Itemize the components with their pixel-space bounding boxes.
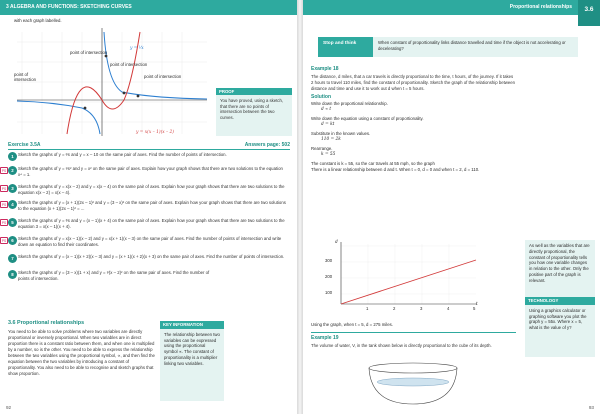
problem-solving-tag: PS bbox=[1, 239, 7, 243]
key-information-box bbox=[160, 321, 224, 401]
question-number: 6 bbox=[8, 236, 17, 245]
hemisphere-tank-diagram bbox=[363, 360, 463, 408]
question-text: Sketch the graphs of y = (3 – x)(1 + x) and y = ¹⁄(x – 2)² on the same pair of axes. Find the number of points of intersection. bbox=[18, 270, 210, 281]
graph-caption: with each graph labelled. bbox=[14, 18, 62, 23]
question-number: 4 bbox=[8, 200, 17, 209]
graph-ylabel: d bbox=[335, 240, 338, 245]
x-tick-5: 5 bbox=[473, 306, 476, 311]
problem-solving-tag: PS bbox=[1, 169, 7, 173]
curve-label-a: y = ¹⁄x bbox=[130, 46, 144, 51]
proportional-section bbox=[8, 320, 156, 410]
question-text: Sketch the graphs of y = (x – 1)(x + 2)(x – 3) and y = (x + 1)(x + 2)(x + 3) on the same pair of axes. Find the number of points of intersection. bbox=[18, 254, 285, 259]
intersection-label-3: point of intersection bbox=[110, 62, 148, 67]
solution-eq-2: d = kt bbox=[321, 122, 335, 128]
exercise-answers: Answers page: 502 bbox=[244, 142, 290, 148]
question-text: Sketch the graphs of y = x(x – 2) and y = x(x – 4) on the same pair of axes. Explain how your graph shows that there are two solutions to the equation x(x – 2) = x(x – 4). bbox=[18, 184, 285, 195]
stop-and-think-text: When constant of proportionality links distance travelled and time if the object is not accelerating or decelerating? bbox=[378, 40, 566, 51]
problem-solving-tag: PS bbox=[1, 187, 7, 191]
example-18 bbox=[311, 66, 516, 246]
section-text: You need to be able to solve problems where two variables are directly proportional or inversely proportional. When two variables are in direct proportion there is a constant ratio between them, and when one is multiplied by a number, so is the other. You need to be able to express the relationship between the two variables using the proportional symbol, ∝, and then find the equation between the two variables by introducing a constant of proportionality. You also need to be able to recognise and sketch graphs that show proportion. bbox=[8, 329, 155, 376]
question-number: 8 bbox=[8, 270, 17, 279]
right-header-band bbox=[303, 0, 578, 15]
x-tick-4: 4 bbox=[447, 306, 450, 311]
question-number: 5 bbox=[8, 218, 17, 227]
technology-title: TECHNOLOGY bbox=[525, 297, 595, 305]
question-number: 2 bbox=[8, 166, 17, 175]
constant-note-box bbox=[525, 240, 595, 304]
intersection-graph bbox=[12, 18, 212, 140]
exercise-header bbox=[8, 142, 290, 150]
example-19 bbox=[311, 332, 516, 362]
y-tick-200: 200 bbox=[325, 274, 333, 279]
example-19-title: Example 19 bbox=[311, 335, 339, 341]
proof-title: PROOF bbox=[216, 88, 292, 95]
question-text: Sketch the graphs of y = ¹⁄x² and y = x² on the same pair of axes. Explain how your graph shows that there are two solutions to the equation x⁴ = 1. bbox=[18, 166, 283, 177]
stop-and-think-label: Stop and think bbox=[318, 37, 373, 57]
graph-reading: Using the graph, when t = 5, d = 275 miles. bbox=[311, 322, 393, 327]
solution-step-1: Write down the proportional relationship. bbox=[311, 101, 388, 107]
question-text: Sketch the graphs of y = x(x – 1)(x – 2) and y = x(x + 1)(x – 3) on the same pair of axes. Find the number of points of intersection and write down an equation to find their coordinates. bbox=[18, 236, 282, 247]
distance-time-svg bbox=[321, 240, 481, 312]
solution-eq-4: k = 55 bbox=[321, 152, 336, 158]
solution-step-3: Substitute in the known values. bbox=[311, 131, 371, 137]
x-tick-3: 3 bbox=[420, 306, 423, 311]
graph-note: There is a linear relationship between d and t. When t = 0, d = 0 and when t = 2, d = 110. bbox=[311, 167, 480, 173]
left-header-band bbox=[0, 0, 297, 15]
y-tick-300: 300 bbox=[325, 258, 333, 263]
section-chip: 3.6 bbox=[578, 0, 600, 26]
question-list bbox=[0, 152, 297, 312]
x-tick-1: 1 bbox=[366, 306, 369, 311]
question-number: 1 bbox=[8, 152, 17, 161]
graph-xlabel: t bbox=[476, 302, 478, 307]
technology-box bbox=[525, 297, 595, 357]
left-page bbox=[0, 0, 297, 414]
x-tick-2: 2 bbox=[393, 306, 396, 311]
key-information-title: KEY INFORMATION bbox=[160, 321, 224, 329]
right-header-title: Proportional relationships bbox=[509, 4, 572, 10]
right-page bbox=[303, 0, 600, 414]
example-19-problem: The volume of water, V, in the tank shown below is directly proportional to the cube of its depth. bbox=[311, 343, 492, 348]
intersection-label-4: point of intersection bbox=[144, 74, 182, 79]
solution-title: Solution bbox=[311, 94, 331, 101]
distance-time-graph bbox=[321, 240, 481, 312]
curve-label-b: y = x(x – 1)(x – 2) bbox=[136, 130, 174, 135]
question-text: Sketch the graphs of y = ³⁄x and y = (x – 1)(x + 4) on the same pair of axes. Explain how your graph shows that there are two solutions to the equation 3 = x(x – 1)(x + 4). bbox=[18, 218, 285, 229]
problem-solving-tag: PS bbox=[1, 221, 7, 225]
solution-step-5: The constant is k = 55, so the car travels at 55 mph, so the graph bbox=[311, 161, 435, 167]
solution-step-2: Write down the equation using a constant of proportionality. bbox=[311, 116, 424, 122]
left-page-number: 92 bbox=[6, 405, 12, 410]
example-18-title: Example 18 bbox=[311, 66, 339, 72]
question-text: Sketch the graphs of y = (x + 1)(2x – 1)² and y = (3 – x)² on the same pair of axes. Explain how your graph shows that there are two solutions to the equation (x + 1)(2x – 1)² = ... bbox=[18, 200, 286, 211]
stop-and-think-box bbox=[318, 37, 578, 57]
intersection-label-2: point of intersection bbox=[14, 72, 36, 82]
question-number: 3 bbox=[8, 184, 17, 193]
solution-step-4: Rearrange. bbox=[311, 146, 333, 152]
exercise-title: Exercise 3.5A bbox=[8, 142, 41, 148]
intersection-label-1: point of intersection bbox=[70, 50, 108, 55]
question-text: Sketch the graphs of y = ²⁄x and y = x – 10 on the same pair of axes. Find the number of points of intersection. bbox=[18, 152, 227, 157]
right-page-number: 93 bbox=[588, 405, 594, 410]
key-information-text: The relationship between two variables can be expressed using the proportional symbol ∝. The constant of proportionality is a multiplier linking two variables. bbox=[164, 331, 220, 366]
left-header-title: 3 ALGEBRA AND FUNCTIONS: SKETCHING CURVES bbox=[6, 4, 132, 10]
proof-box bbox=[216, 88, 292, 136]
technology-text: Using a graphics calculator or graphing software you plot the graph y = 55x. Where x = 5, what is the value of y? bbox=[529, 307, 587, 331]
constant-note-text: As well as the variables that are directly proportional, the constant of proportionality tells you how one variable changes in relation to the other. Only the positive part of the graph is relevant. bbox=[529, 243, 590, 283]
proof-text: You have proved, using a sketch, that there are no points of intersection between the two curves. bbox=[220, 98, 284, 120]
y-tick-100: 100 bbox=[325, 290, 333, 295]
solution-eq-3: 110 = 2k bbox=[321, 137, 341, 143]
solution-eq-1: d ∝ t bbox=[321, 107, 332, 113]
question-number: 7 bbox=[8, 254, 17, 263]
section-title: 3.6 Proportional relationships bbox=[8, 320, 85, 326]
problem-solving-tag: PS bbox=[1, 203, 7, 207]
example-18-problem: The distance, d miles, that a car travels is directly proportional to the time, t hours, of the journey. If it takes 2 hours to travel 110 miles, find the constant of proportionality. Sketch the graph of the relationship between distance and time and use it to work out d when t = 5 hours. bbox=[311, 74, 516, 91]
